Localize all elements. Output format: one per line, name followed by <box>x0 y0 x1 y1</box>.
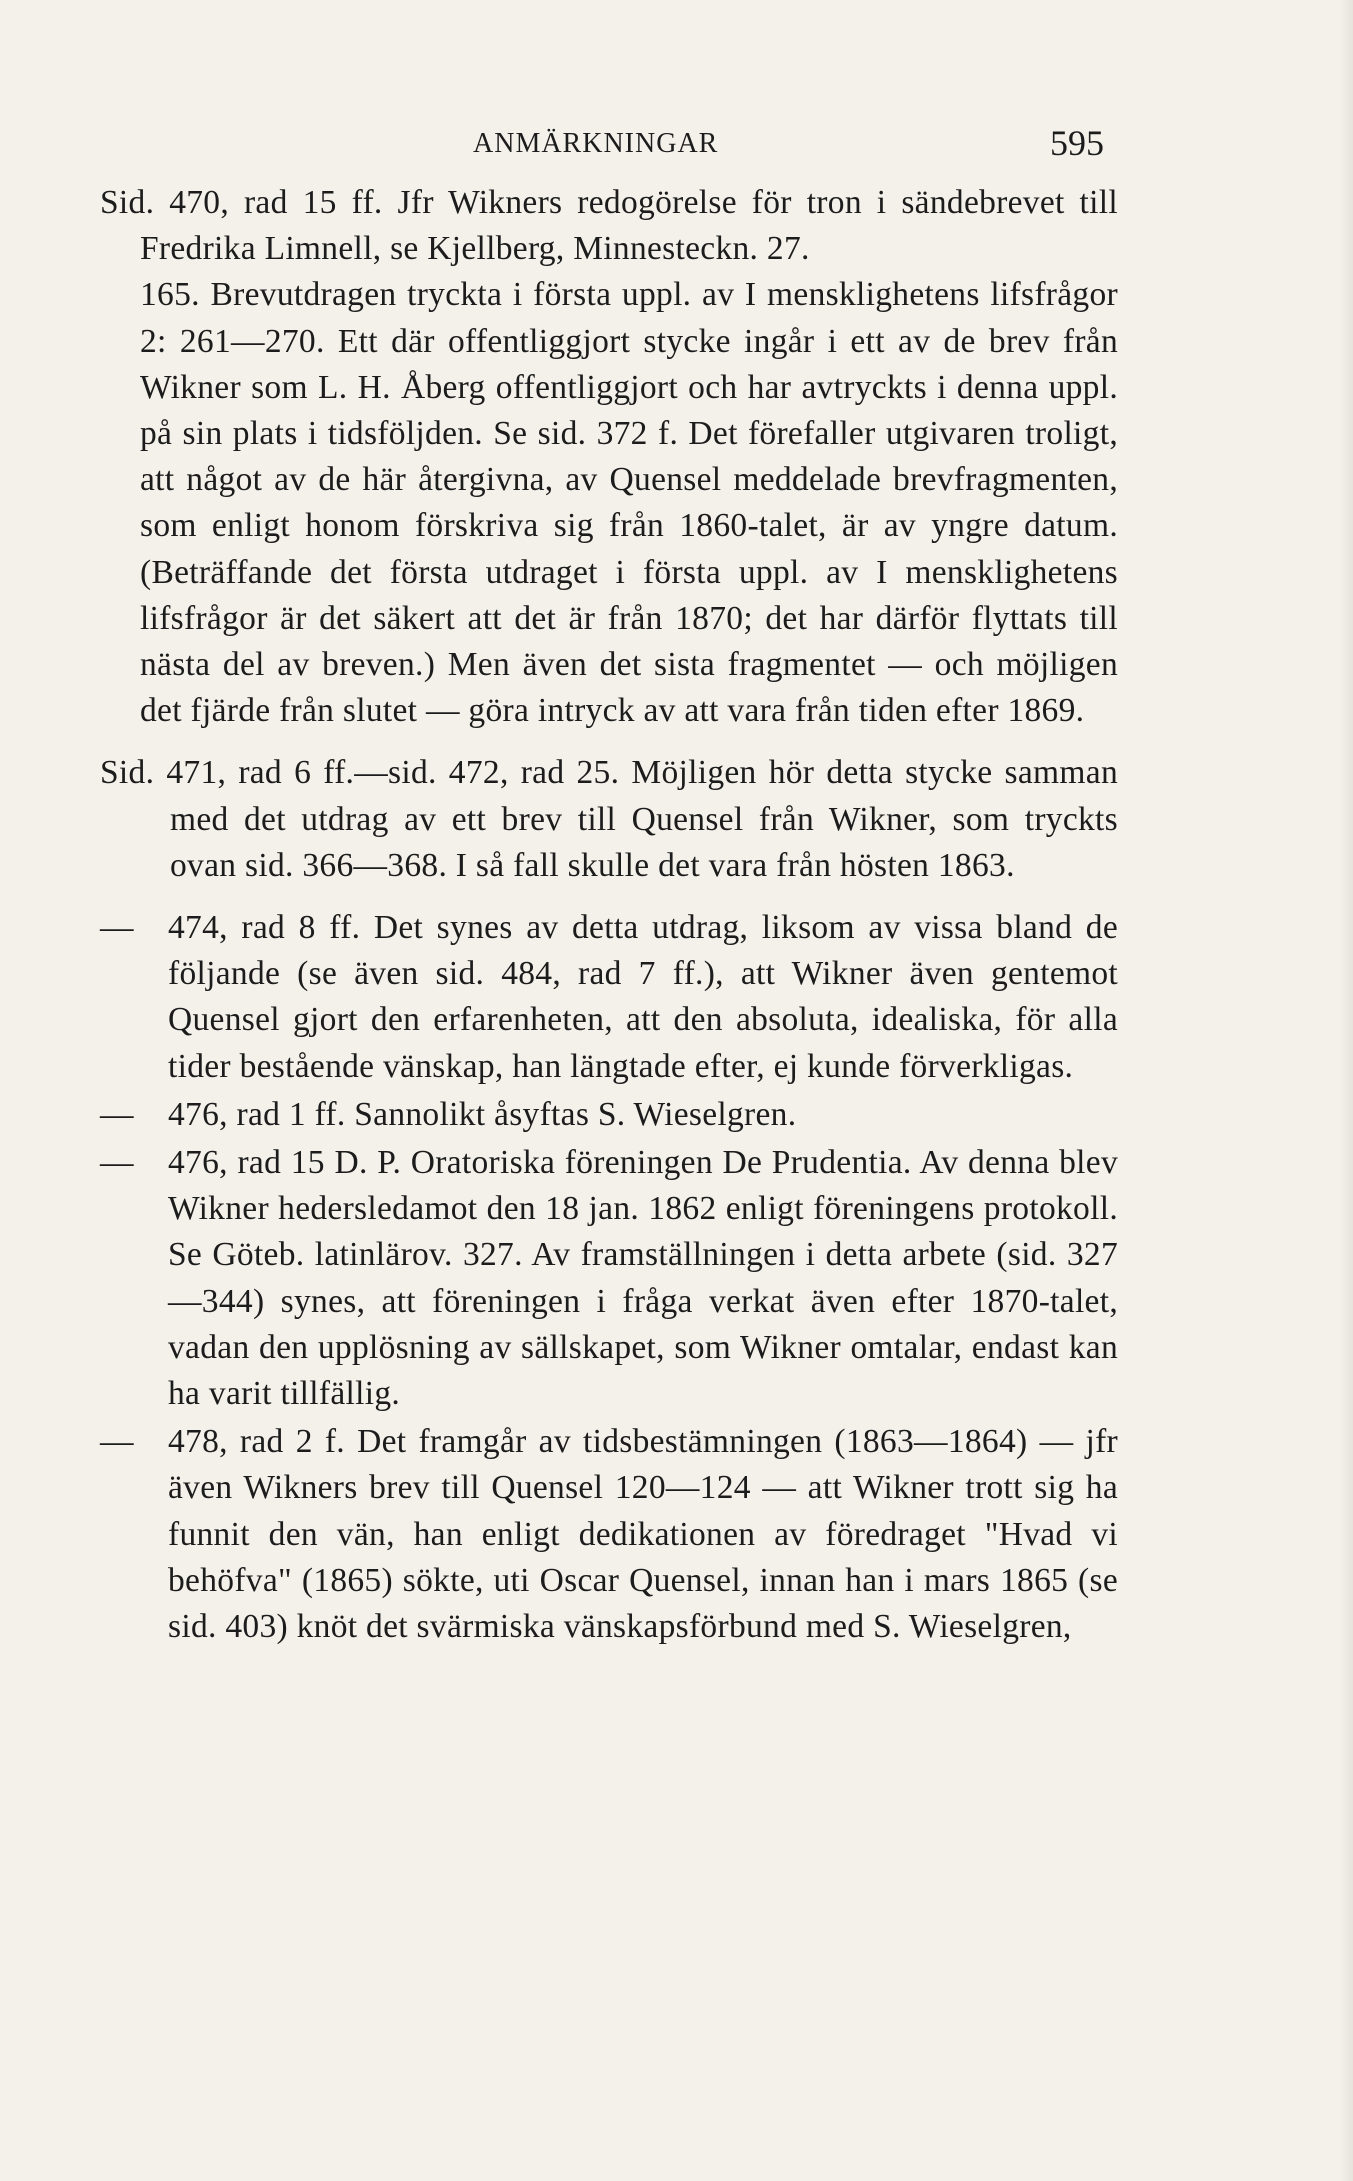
note-entry-dash: — <box>100 909 134 947</box>
note-entry-text <box>100 750 1118 889</box>
note-entry <box>100 1140 1118 1417</box>
note-entry-content: 478, rad 2 f. Det framgår av tidsbestämningen (1863—1864) — jfr även Wikners brev till Quensel 120—124 — att Wikner trott sig ha funnit den vän, han enligt dedikationen av föredraget "Hvad vi behöfva" (1865) sökte, uti Oscar Quensel, innan han i mars 1865 (se sid. 403) knöt det svärmiska vänskapsförbund med S. Wieselgren, <box>168 1423 1118 1646</box>
note-entry-content: rad 6 ff.—sid. 472, rad 25. Möjligen hör detta stycke samman med det utdrag av ett brev till Quensel från Wikner, som tryckts ovan sid. 366—368. I så fall skulle det vara från hösten 1863. <box>170 754 1118 884</box>
note-entry-dash: — <box>100 1095 134 1133</box>
note-entry <box>100 750 1118 889</box>
page-edge <box>1339 0 1353 2181</box>
note-entry-content: 476, rad 1 ff. Sannolikt åsyftas S. Wieselgren. <box>168 1095 797 1133</box>
note-entry <box>100 1092 1118 1138</box>
page-number: 595 <box>1050 123 1104 163</box>
page-body <box>100 180 1118 1650</box>
paragraph: 165. Brevutdragen tryckta i första uppl. av I mensklighetens lifsfrågor 2: 261—270. Ett där offentliggjort stycke ingår i ett av de brev från Wikner som L. H. Åberg offentliggjort och har avtryckts i denna uppl. på sin plats i tidsföljden. Se sid. 372 f. Det förefaller utgivaren troligt, att något av de här återgivna, av Quensel meddelade brevfragmenten, som enligt honom förskriva sig från 1860-talet, är av yngre datum. (Beträffande det första utdraget i första uppl. av I mensklighetens lifsfrågor är det säkert att det är från 1870; det har därför flyttats till nästa del av breven.) Men även det sista fragmentet — och möjligen det fjärde från slutet — göra intryck av att vara från tiden efter 1869. <box>140 276 1118 730</box>
page-header <box>0 123 1353 172</box>
note-entry-dash: — <box>100 1423 134 1461</box>
note-entry-content: 474, rad 8 ff. Det synes av detta utdrag, liksom av vissa bland de följande (se även sid. 484, rad 7 ff.), att Wikner även gentemot Quensel gjort den erfarenheten, att den absoluta, idealiska, för alla tider bestående vänskap, han längtade efter, ej kunde förverkligas. <box>168 909 1118 1085</box>
note-entry <box>100 905 1118 1090</box>
note-entry <box>100 1419 1118 1650</box>
running-title: ANMÄRKNINGAR <box>473 128 719 159</box>
note-entry-dash: — <box>100 1144 134 1182</box>
note-entry-content: 476, rad 15 D. P. Oratoriska föreningen De Prudentia. Av denna blev Wikner hedersledamot den 18 jan. 1862 enligt föreningens protokoll. Se Göteb. latinlärov. 327. Av framställningen i detta arbete (sid. 327—344) synes, att föreningen i fråga verkat även efter 1870-talet, vadan den upplösning av sällskapet, som Wikner omtalar, endast kan ha varit tillfällig. <box>168 1144 1118 1413</box>
paragraph: Sid. 470, rad 15 ff. Jfr Wikners redogörelse för tron i sändebrevet till Fredrika Limnell, se Kjellberg, Minnesteckn. 27. <box>100 184 1118 268</box>
note-entry-label: Sid. 471, <box>100 754 227 792</box>
